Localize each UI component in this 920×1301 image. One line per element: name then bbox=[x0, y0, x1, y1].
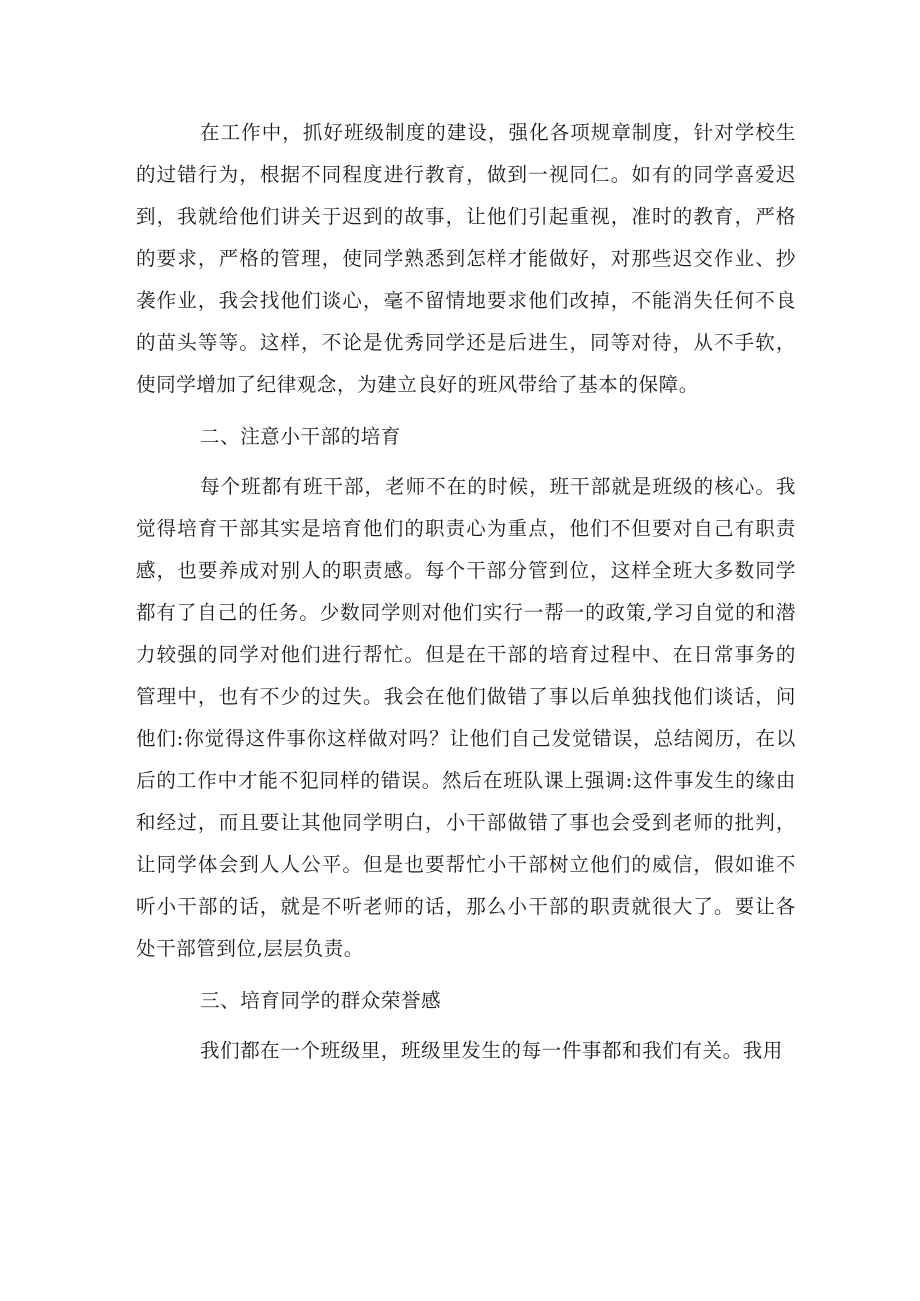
section-heading-cadre-training: 二、注意小干部的培育 bbox=[200, 425, 402, 448]
document-page bbox=[136, 112, 796, 1072]
paragraph-cadre-training: 每个班都有班干部，老师不在的时候，班干部就是班级的核心。我觉得培育干部其实是培育他们的职责心为重点，他们不但要对自己有职责感，也要养成对别人的职责感。每个干部分管到位，这样全班大多数同学都有了自己的任务。少数同学则对他们实行一帮一的政策,学习自觉的和潜力较强的同学对他们进行帮忙。但是在干部的培育过程中、在日常事务的管理中，也有不少的过失。我会在他们做错了事以后单独找他们谈话，问他们:你觉得这件事你这样做对吗？让他们自己发觉错误，总结阅历，在以后的工作中才能不犯同样的错误。然后在班队课上强调:这件事发生的缘由和经过，而且要让其他同学明白，小干部做错了事也会受到老师的批判，让同学体会到人人公平。但是也要帮忙小干部树立他们的威信，假如谁不听小干部的话，就是不听老师的话，那么小干部的职责就很大了。要让各处干部管到位,层层负责。 bbox=[136, 475, 796, 960]
section-heading-collective-honor: 三、培育同学的群众荣誉感 bbox=[200, 989, 442, 1012]
paragraph-class-rules: 在工作中，抓好班级制度的建设，强化各项规章制度，针对学校生的过错行为，根据不同程度进行教育，做到一视同仁。如有的同学喜爱迟到，我就给他们讲关于迟到的故事，让他们引起重视，准时的教育，严格的要求，严格的管理，使同学熟悉到怎样才能做好，对那些迟交作业、抄袭作业，我会找他们谈心，毫不留情地要求他们改掉，不能消失任何不良的苗头等等。这样，不论是优秀同学还是后进生，同等对待，从不手软，使同学增加了纪律观念，为建立良好的班风带给了基本的保障。 bbox=[136, 121, 796, 396]
paragraph-collective-honor: 我们都在一个班级里，班级里发生的每一件事都和我们有关。我用 bbox=[200, 1039, 783, 1062]
